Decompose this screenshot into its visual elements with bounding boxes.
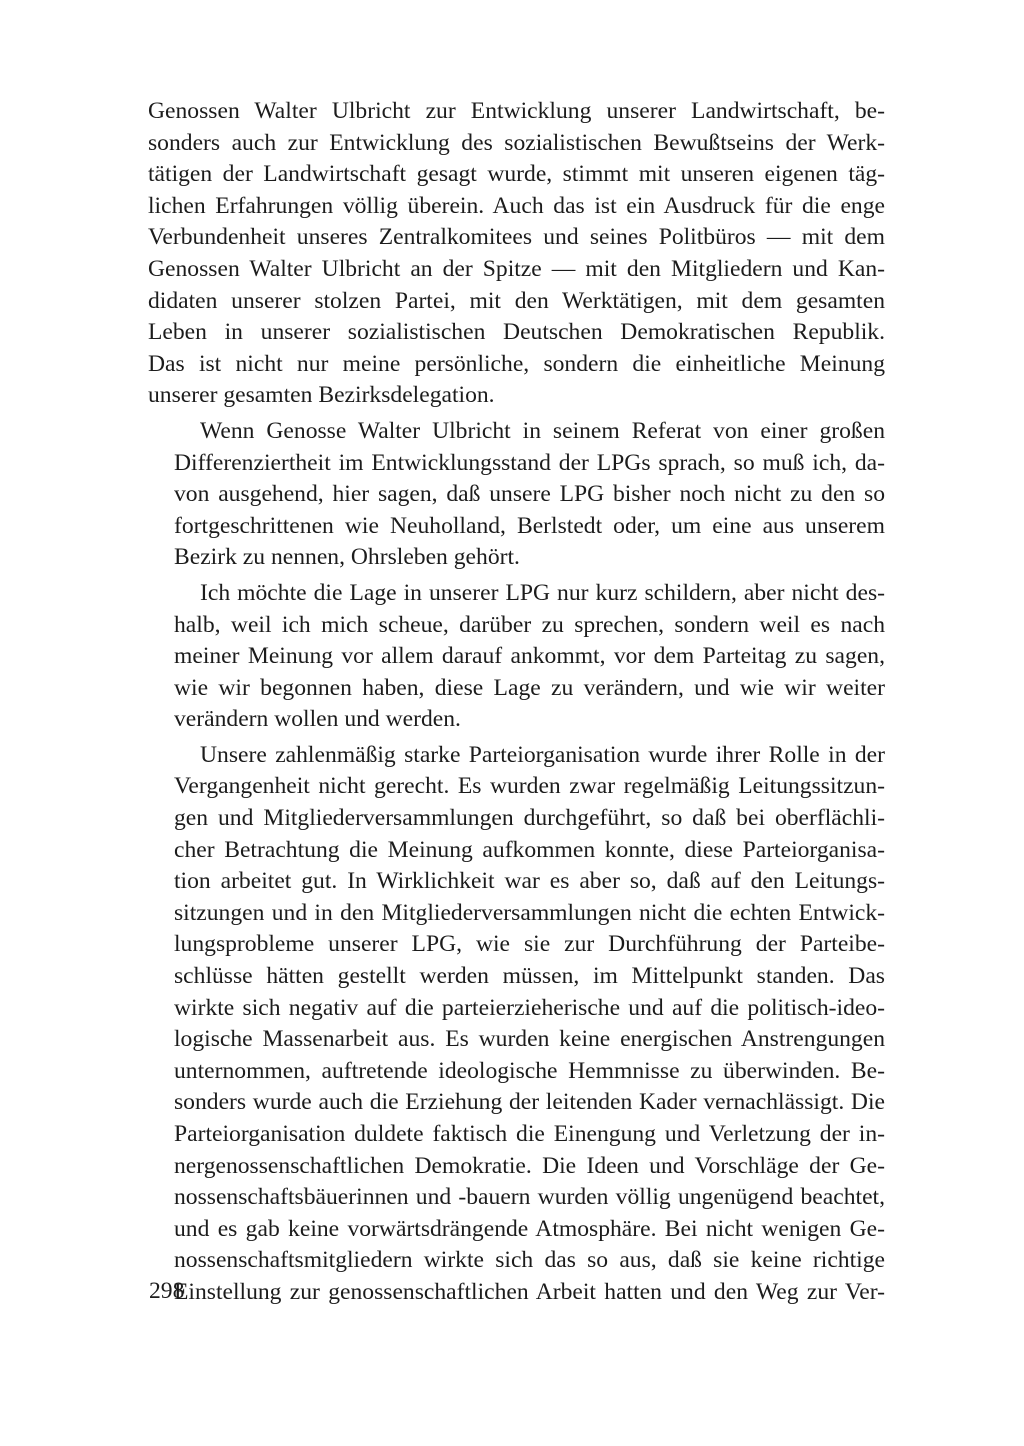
text-line: unternommen, auftretende ideologische Hemmnisse zu überwinden. Be- [174,1057,885,1084]
text-line: gen und Mitgliederversammlungen durchgeführt, so daß bei oberflächli- [174,805,885,832]
text-line: Das ist nicht nur meine persönliche, sondern die einheitliche Meinung [148,350,885,377]
text-line: tion arbeitet gut. In Wirklichkeit war es aber so, daß auf den Leitungs- [174,868,885,895]
text-line: Wenn Genosse Walter Ulbricht in seinem Referat von einer großen [200,417,885,444]
text-line: sonders auch zur Entwicklung des sozialistischen Bewußtseins der Werk- [148,129,885,156]
paragraph [148,578,885,736]
text-line: nossenschaftsmitgliedern wirkte sich das so aus, daß sie keine richtige [174,1247,885,1274]
text-line: sitzungen und in den Mitgliederversammlungen nicht die echten Entwick- [174,899,885,926]
text-line: nossenschaftsbäuerinnen und -bauern wurden völlig ungenügend beachtet, [174,1184,885,1211]
body-text [148,96,885,1309]
text-line: Leben in unserer sozialistischen Deutschen Demokratischen Republik. [148,319,885,346]
text-line: unserer gesamten Bezirksdelegation. [148,382,495,409]
text-line: lichen Erfahrungen völlig überein. Auch das ist ein Ausdruck für die enge [148,192,885,219]
text-line: Ich möchte die Lage in unserer LPG nur kurz schildern, aber nicht des- [200,579,885,606]
paragraph [148,740,885,1309]
text-line: wirkte sich negativ auf die parteierzieherische und auf die politisch-ideo- [174,994,885,1021]
text-line: Einstellung zur genossenschaftlichen Arbeit hatten und den Weg zur Ver- [174,1278,885,1305]
paragraph [148,416,885,574]
text-line: verändern wollen und werden. [174,706,461,733]
text-line: Genossen Walter Ulbricht zur Entwicklung unserer Landwirtschaft, be- [148,98,885,124]
text-line: halb, weil ich mich scheue, darüber zu sprechen, sondern weil es nach [174,611,885,638]
text-line: Verbundenheit unseres Zentralkomitees und seines Politbüros — mit dem [148,224,885,251]
text-line: Unsere zahlenmäßig starke Parteiorganisation wurde ihrer Rolle in der [200,741,885,768]
text-line: wie wir begonnen haben, diese Lage zu verändern, und wie wir weiter [174,674,885,701]
text-line: schlüsse hätten gestellt werden müssen, im Mittelpunkt standen. Das [174,963,885,990]
page-number: 298 [149,1278,185,1304]
paragraph [148,96,885,412]
text-line: tätigen der Landwirtschaft gesagt wurde, stimmt mit unseren eigenen täg- [148,161,885,188]
text-line: Genossen Walter Ulbricht an der Spitze — mit den Mitgliedern und Kan- [148,255,885,282]
text-line: lungsprobleme unserer LPG, wie sie zur Durchführung der Parteibe- [174,931,885,958]
text-line: von ausgehend, hier sagen, daß unsere LPG bisher noch nicht zu den so [174,481,885,508]
text-line: meiner Meinung vor allem darauf ankommt, vor dem Parteitag zu sagen, [174,643,885,670]
text-line: und es gab keine vorwärtsdrängende Atmosphäre. Bei nicht wenigen Ge- [174,1215,885,1242]
text-line: logische Massenarbeit aus. Es wurden keine energischen Anstrengungen [174,1026,885,1053]
text-line: Differenziertheit im Entwicklungsstand der LPGs sprach, so muß ich, da- [174,449,885,476]
text-line: cher Betrachtung die Meinung aufkommen konnte, diese Parteiorganisa- [174,836,885,863]
text-line: didaten unserer stolzen Partei, mit den Werktätigen, mit dem gesamten [148,287,885,314]
text-line: nergenossenschaftlichen Demokratie. Die Ideen und Vorschläge der Ge- [174,1152,885,1179]
text-line: Vergangenheit nicht gerecht. Es wurden zwar regelmäßig Leitungssitzun- [174,773,885,800]
text-line: Bezirk zu nennen, Ohrsleben gehört. [174,544,520,571]
text-line: fortgeschrittenen wie Neuholland, Berlstedt oder, um eine aus unserem [174,512,885,539]
text-line: sonders wurde auch die Erziehung der leitenden Kader vernachlässigt. Die [174,1089,885,1116]
text-line: Parteiorganisation duldete faktisch die Einengung und Verletzung der in- [174,1121,885,1147]
